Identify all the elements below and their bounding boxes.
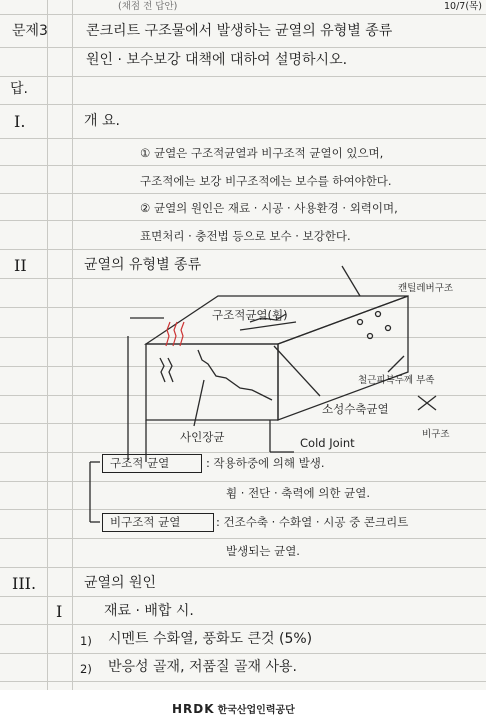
logo-mark: HRDK — [172, 702, 215, 716]
label-shear: 사인장균 — [180, 430, 225, 444]
type-1-desc-2: 휨 · 전단 · 축력에 의한 균열. — [226, 486, 370, 500]
label-cantilever: 캔틸레버구조 — [398, 283, 454, 294]
type-2-desc-1: : 건조수축 · 수화열 · 시공 중 콘크리트 — [216, 515, 409, 529]
label-rebar-cover: 철근피복두께 부족 — [358, 375, 435, 386]
section-3-numeral: III. — [12, 574, 37, 593]
overview-line-4: 표면처리 · 충전법 등으로 보수 · 보강한다. — [140, 229, 351, 243]
date-label: 10/7(목) — [444, 1, 482, 12]
type-2-desc-2: 발생되는 균열. — [226, 544, 300, 558]
section-1-numeral: I. — [14, 112, 26, 131]
label-cold-joint: Cold Joint — [300, 436, 355, 450]
answer-label: 답. — [10, 81, 28, 97]
type-1-label: 구조적 균열 — [110, 456, 170, 470]
question-label: 문제3 — [12, 23, 48, 39]
cause-item-1-num: 1) — [80, 634, 92, 648]
overview-line-3: ② 균열의 원인은 재료 · 시공 · 사용환경 · 외력이며, — [140, 201, 398, 215]
beam-front-face — [146, 344, 278, 420]
label-plastic-shrinkage: 소성수축균열 — [322, 402, 389, 416]
section-1-title: 개 요. — [84, 113, 120, 129]
label-structural-crack: 구조적균열(휨) — [212, 308, 288, 322]
hrdk-logo — [172, 701, 295, 716]
subsection-title: 재료 · 배합 시. — [104, 603, 194, 619]
cause-item-1-text: 시멘트 수화열, 풍화도 큰것 (5%) — [108, 631, 313, 647]
section-2-title: 균열의 유형별 종류 — [84, 257, 202, 273]
subsection-numeral: I — [56, 602, 63, 621]
label-nonstructural: 비구조 — [422, 429, 450, 440]
overview-line-1: ① 균열은 구조적균열과 비구조적 균열이 있으며, — [140, 146, 384, 160]
section-2-numeral: II — [14, 256, 27, 275]
type-2-label: 비구조적 균열 — [110, 515, 181, 529]
overview-line-2: 구조적에는 보강 비구조적에는 보수를 하여야한다. — [140, 174, 392, 188]
section-3-title: 균열의 원인 — [84, 575, 157, 591]
question-line-2: 원인 · 보수보강 대책에 대하여 설명하시오. — [86, 52, 348, 68]
type-1-desc-1: : 작용하중에 의해 발생. — [206, 456, 325, 470]
logo-org: 한국산업인력공단 — [217, 705, 295, 716]
question-line-1: 콘크리트 구조물에서 발생하는 균열의 유형별 종류 — [86, 23, 393, 39]
top-note: (채점 전 답안) — [118, 1, 178, 12]
cause-item-2-text: 반응성 골재, 저품질 골재 사용. — [108, 659, 297, 675]
cause-item-2-num: 2) — [80, 662, 92, 676]
